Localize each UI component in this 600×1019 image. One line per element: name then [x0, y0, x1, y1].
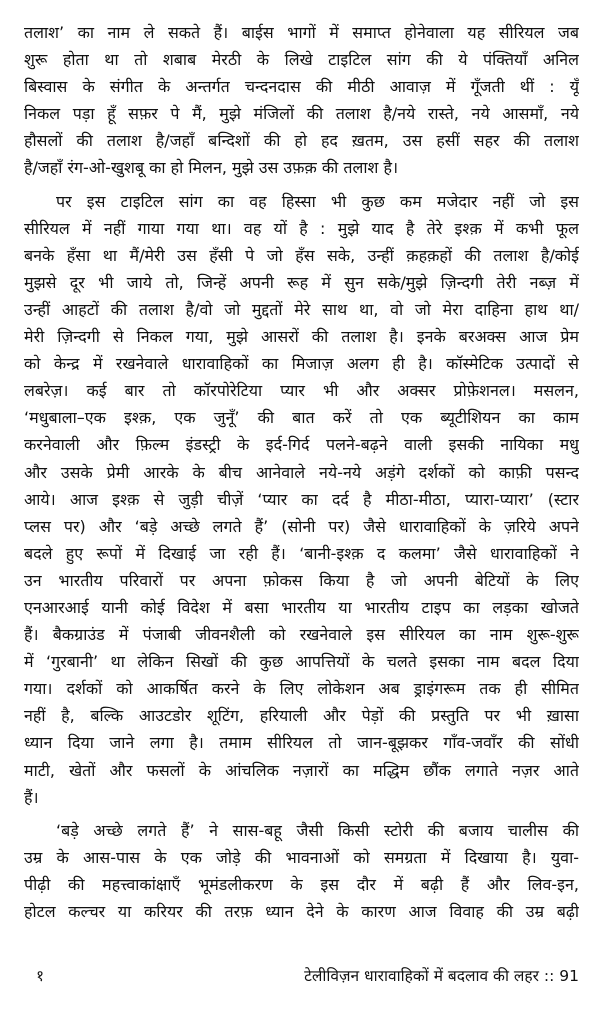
- text-line: बिस्वास के संगीत के अन्तर्गत चन्दनदास की मीठी आवाज़ में गूँजती थीं : यूँ: [24, 77, 579, 97]
- text-line: हैं।: [24, 787, 39, 807]
- body-text: [24, 19, 579, 925]
- text-line: उम्र के आस-पास के एक जोड़े की भावनाओं को समग्रता में दिखाया है। युवा-: [24, 847, 579, 867]
- text-line: उन्हीं आहटों की तलाश है/वो जो मुद्दतों मेरे साथ था, वो जो मेरा दाहिना हाथ था/: [24, 299, 579, 319]
- text-line: निकल पड़ा हूँ सफ़र पे मैं, मुझे मंजिलों की तलाश है/नये रास्ते, नये आसमाँ, नये: [24, 104, 579, 124]
- text-line: मेरी ज़िन्दगी से निकल गया, मुझे आसरों की तलाश है। इनके बरअक्स आज प्रेम: [24, 327, 579, 347]
- text-line: हौसलों की तलाश है/जहाँ बन्दिशों की हो हद ख़तम, उस हसीं सहर की तलाश: [24, 131, 579, 151]
- text-line: मुझसे दूर भी जाये तो, जिन्हें अपनी रूह में सुन सके/मुझे ज़िन्दगी तेरी नब्ज़ में: [24, 272, 579, 292]
- text-line: है/जहाँ रंग-ओ-खुशबू का हो मिलन, मुझे उस उफ़क़ की तलाश है।: [24, 158, 399, 178]
- text-line: ‘मधुबाला–एक इश्क़, एक जुनूँ’ की बात करें तो एक ब्यूटीशियन का काम: [24, 408, 579, 428]
- text-line: एनआरआई यानी कोई विदेश में बसा भारतीय या भारतीय टाइप का लड़का खोजते: [24, 597, 579, 617]
- text-line: सीरियल में नहीं गाया गया था। वह यों है : मुझे याद है तेरे इश्क़ में कभी फूल: [24, 218, 579, 238]
- footer-mark: १: [36, 967, 45, 985]
- text-line: माटी, खेतों और फसलों के आंचलिक नज़ारों का मद्धिम छौंक लगाते नज़र आते: [24, 760, 579, 780]
- text-line: बदले हुए रूपों में दिखाई जा रही हैं। ‘बानी-इश्क़ द कलमा’ जैसे धारावाहिकों ने: [24, 543, 579, 563]
- paragraph: [24, 19, 579, 182]
- text-line: ध्यान दिया जाने लगा है। तमाम सीरियल तो जान-बूझकर गाँव-जवाँर की सोंधी: [24, 733, 579, 753]
- text-line: शुरू होता था तो शबाब मेरठी के लिखे टाइटिल सांग की ये पंक्तियाँ अनिल: [24, 50, 579, 70]
- text-line: को केन्द्र में रखनेवाले धारावाहिकों का मिजाज़ अलग ही है। कॉस्मेटिक उत्पादों से: [24, 354, 579, 374]
- text-line: नहीं है, बल्कि आउटडोर शूटिंग, हरियाली और पेड़ों की प्रस्तुति पर भी ख़ासा: [24, 706, 579, 726]
- text-line: करनेवाली और फ़िल्म इंडस्ट्री के इर्द-गिर्द पलने-बढ़ने वाली इसकी नायिका मधु: [24, 435, 579, 455]
- text-line: पीढ़ी की महत्त्वाकांक्षाएँ भूमंडलीकरण के इस दौर में बढ़ी हैं और लिव-इन,: [24, 874, 579, 894]
- text-line: आये। आज इश्क़ से जुड़ी चीज़ें ‘प्यार का दर्द है मीठा-मीठा, प्यारा-प्यारा’ (स्टार: [24, 489, 579, 509]
- paragraph: [24, 188, 579, 811]
- text-line: होटल कल्चर या करियर की तरफ़ ध्यान देने के कारण आज विवाह की उम्र बढ़ी: [24, 902, 579, 921]
- text-line: बनके हँसा था मैं/मेरी उस हँसी पे जो हँस सके, उन्हीं क़हक़हों की तलाश है/कोई: [24, 245, 579, 265]
- text-line: प्लस पर) और ‘बड़े अच्छे लगते हैं’ (सोनी पर) जैसे धारावाहिकों के ज़रिये अपने: [24, 516, 579, 536]
- text-line: पर इस टाइटिल सांग का वह हिस्सा भी कुछ कम मजेदार नहीं जो इस: [56, 191, 579, 211]
- text-line: और उसके प्रेमी आरके के बीच आनेवाले नये-नये अड़ंगे दर्शकों को काफ़ी पसन्द: [24, 462, 579, 482]
- page-footer: [24, 960, 579, 992]
- text-line: में ‘गुरबानी’ था लेकिन सिखों की कुछ आपत्तियों के चलते इसका नाम बदल दिया: [24, 652, 579, 672]
- text-line: हैं। बैकग्राउंड में पंजाबी जीवनशैली को रखनेवाले इस सीरियल का नाम शुरू-शुरू: [24, 625, 579, 645]
- text-line: तलाश’ का नाम ले सकते हैं। बाईस भागों में समाप्त होनेवाला यह सीरियल जब: [24, 23, 579, 42]
- text-line: लबरेज़। कई बार तो कॉरपोरेटिया प्यार भी और अक्सर प्रोफ़ेशनल। मसलन,: [24, 381, 579, 401]
- running-head: टेलीविज़न धारावाहिकों में बदलाव की लहर :: 91: [304, 967, 579, 985]
- text-line: गया। दर्शकों को आकर्षित करने के लिए लोकेशन अब ड्राइंगरूम तक ही सीमित: [24, 679, 579, 699]
- text-line: उन भारतीय परिवारों पर अपना फ़ोकस किया है जो अपनी बेटियों के लिए: [24, 570, 579, 590]
- paragraph: [24, 817, 579, 925]
- text-line: ‘बड़े अच्छे लगते हैं’ ने सास-बहू जैसी किसी स्टोरी की बजाय चालीस की: [56, 820, 579, 840]
